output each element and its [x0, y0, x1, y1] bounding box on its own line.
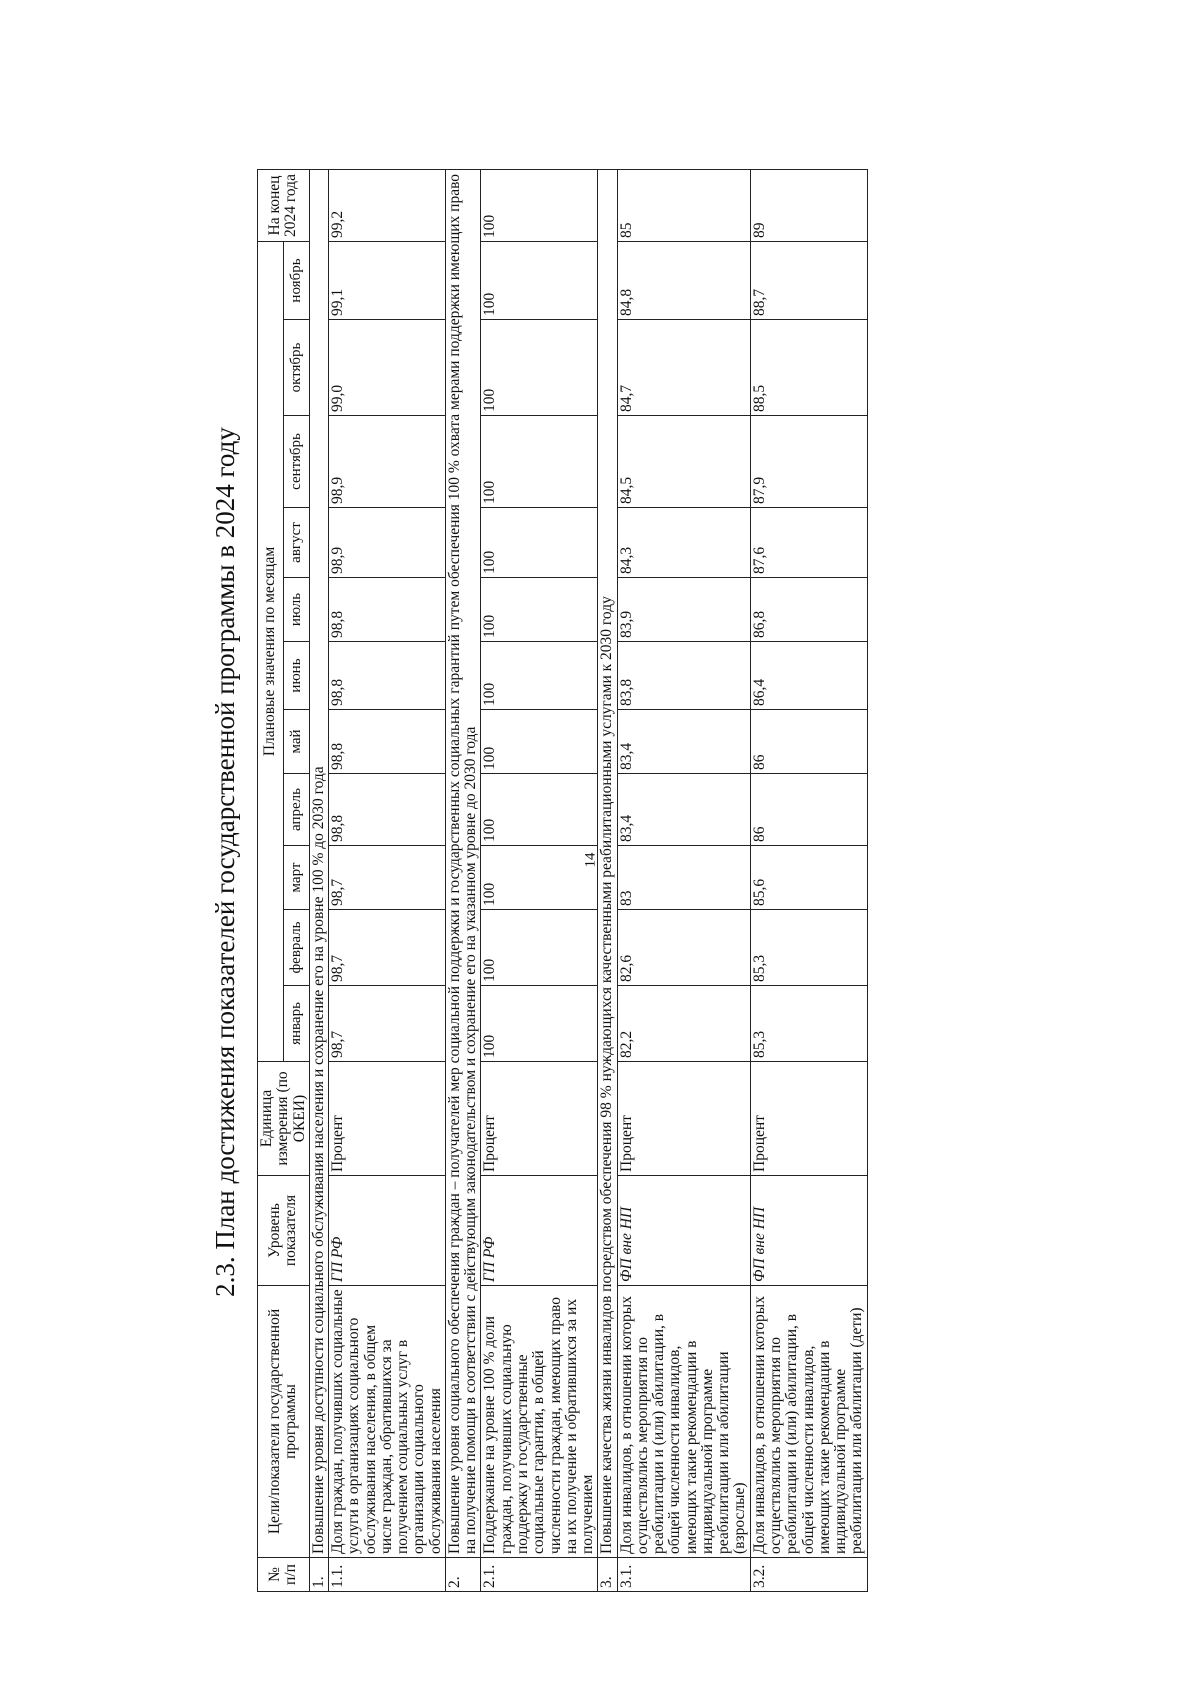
table-body	[309, 170, 867, 1592]
indicator-row	[329, 170, 446, 1592]
indicator-number: 3.1.	[617, 1558, 750, 1592]
month-value: 87,6	[750, 508, 867, 578]
month-value: 98,7	[329, 910, 446, 986]
month-value: 82,6	[617, 910, 750, 986]
indicator-row	[617, 170, 750, 1592]
col-header-goal: Цели/показатели государственной программы	[258, 1286, 310, 1558]
month-value: 100	[481, 578, 598, 642]
indicator-goal: Поддержание на уровне 100 % доли граждан, получивших социальную поддержку и государственные социальные гарантии, в общей численности граждан, имеющих право на их получение и обратившихся за их получением	[481, 1286, 598, 1558]
indicator-level: ФП вне НП	[617, 1176, 750, 1286]
page-title: 2.3. План достижения показателей государственной программы в 2024 году	[210, 427, 240, 1297]
month-header: июнь	[284, 642, 310, 710]
month-value: 98,9	[329, 508, 446, 578]
month-value: 84,3	[617, 508, 750, 578]
section-row	[598, 170, 617, 1592]
month-value: 98,8	[329, 774, 446, 846]
indicator-row	[750, 170, 867, 1592]
indicator-number: 3.2.	[750, 1558, 867, 1592]
month-value: 98,8	[329, 710, 446, 774]
col-header-level: Уровень показателя	[258, 1176, 310, 1286]
year-end-value: 85	[617, 170, 750, 242]
indicator-row	[481, 170, 598, 1592]
month-value: 99,1	[329, 242, 446, 320]
month-value: 86	[750, 774, 867, 846]
section-number: 2.	[445, 1558, 481, 1592]
month-value: 83	[617, 846, 750, 910]
indicator-goal: Доля инвалидов, в отношении которых осуществлялись мероприятия по реабилитации и (или) абилитации, в общей численности инвалидов, имеющих такие рекомендации в индивидуальной программе реабилитации или абилитации (взрослые)	[617, 1286, 750, 1558]
indicator-unit: Процент	[617, 1062, 750, 1176]
month-value: 87,9	[750, 416, 867, 508]
month-value: 98,9	[329, 416, 446, 508]
month-value: 86	[750, 710, 867, 774]
month-value: 85,3	[750, 910, 867, 986]
month-value: 98,7	[329, 986, 446, 1062]
month-header: ноябрь	[284, 242, 310, 320]
month-value: 82,2	[617, 986, 750, 1062]
indicator-level: ГП РФ	[329, 1176, 446, 1286]
section-title: Повышение уровня доступности социального обслуживания населения и сохранение его на уровне 100 % до 2030 года	[309, 170, 328, 1558]
indicator-unit: Процент	[329, 1062, 446, 1176]
section-title: Повышение качества жизни инвалидов посредством обеспечения 98 % нуждающихся качественными реабилитационными услугами к 2030 году	[598, 170, 617, 1558]
col-header-year-end: На конец 2024 года	[258, 170, 310, 242]
month-value: 85,3	[750, 986, 867, 1062]
indicators-table	[257, 169, 868, 1592]
month-value: 100	[481, 910, 598, 986]
month-header: январь	[284, 986, 310, 1062]
month-value: 98,8	[329, 642, 446, 710]
month-value: 100	[481, 642, 598, 710]
section-title: Повышение уровня социального обеспечения граждан – получателей мер социальной поддержки и государственных социальных гарантий путем обеспечения 100 % охвата мерами поддержки имеющих право на получение помощи в соответствии с действующим законодательством и сохранение его на указанном уровне до 2030 года	[445, 170, 481, 1558]
month-value: 88,5	[750, 320, 867, 416]
indicator-unit: Процент	[481, 1062, 598, 1176]
rotated-page-content	[197, 132, 1033, 1592]
month-value: 83,9	[617, 578, 750, 642]
month-header: сентябрь	[284, 416, 310, 508]
month-header: май	[284, 710, 310, 774]
col-header-unit: Единица измерения (по ОКЕИ)	[258, 1062, 310, 1176]
indicator-number: 2.1.	[481, 1558, 598, 1592]
month-header: август	[284, 508, 310, 578]
section-number: 1.	[309, 1558, 328, 1592]
indicator-level: ФП вне НП	[750, 1176, 867, 1286]
month-value: 99,0	[329, 320, 446, 416]
section-number: 3.	[598, 1558, 617, 1592]
year-end-value: 89	[750, 170, 867, 242]
month-value: 98,8	[329, 578, 446, 642]
month-header: апрель	[284, 774, 310, 846]
header-row-1	[258, 170, 284, 1592]
col-header-planned: Плановые значения по месяцам	[258, 242, 284, 1062]
month-value: 100	[481, 710, 598, 774]
year-end-value: 100	[481, 170, 598, 242]
month-value: 84,7	[617, 320, 750, 416]
month-header: март	[284, 846, 310, 910]
month-value: 85,6	[750, 846, 867, 910]
month-value: 84,8	[617, 242, 750, 320]
month-value: 100	[481, 508, 598, 578]
month-value: 83,4	[617, 710, 750, 774]
month-header: июль	[284, 578, 310, 642]
month-value: 84,5	[617, 416, 750, 508]
month-value: 83,4	[617, 774, 750, 846]
month-value: 98,7	[329, 846, 446, 910]
year-end-value: 99,2	[329, 170, 446, 242]
month-value: 100	[481, 416, 598, 508]
indicators-table-wrap	[257, 169, 868, 1592]
section-row	[445, 170, 481, 1592]
month-value: 86,4	[750, 642, 867, 710]
indicator-number: 1.1.	[329, 1558, 446, 1592]
month-value: 100	[481, 774, 598, 846]
indicator-unit: Процент	[750, 1062, 867, 1176]
month-value: 100	[481, 242, 598, 320]
month-value: 83,8	[617, 642, 750, 710]
col-header-num: № п/п	[258, 1558, 310, 1592]
indicator-goal: Доля граждан, получивших социальные услуги в организациях социального обслуживания населения, в общем числе граждан, обратившихся за получением социальных услуг в организации социального обслуживания населения	[329, 1286, 446, 1558]
month-value: 100	[481, 986, 598, 1062]
month-header: февраль	[284, 910, 310, 986]
month-value: 86,8	[750, 578, 867, 642]
page-number: 14	[582, 852, 599, 868]
month-header: октябрь	[284, 320, 310, 416]
month-value: 100	[481, 320, 598, 416]
indicator-goal: Доля инвалидов, в отношении которых осуществлялись мероприятия по реабилитации и (или) абилитации, в общей численности инвалидов, имеющих такие рекомендации в индивидуальной программе реабилитации или абилитации (дети)	[750, 1286, 867, 1558]
section-row	[309, 170, 328, 1592]
indicator-level: ГП РФ	[481, 1176, 598, 1286]
month-value: 100	[481, 846, 598, 910]
month-value: 88,7	[750, 242, 867, 320]
